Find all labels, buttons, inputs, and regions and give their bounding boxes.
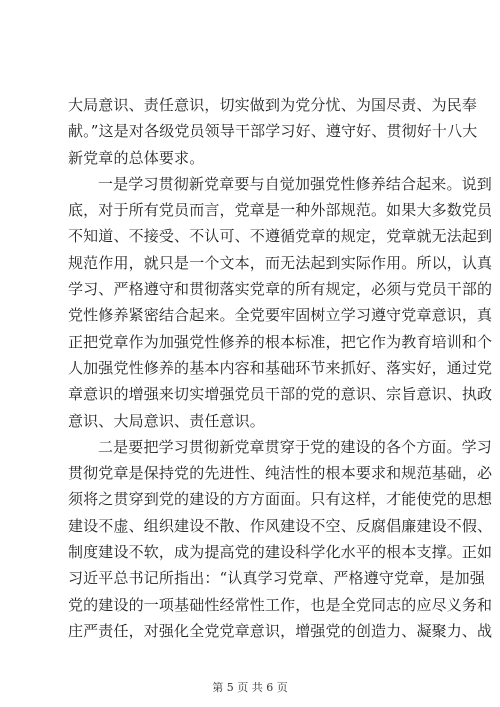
text-line: 新党章的总体要求。 xyxy=(68,148,205,167)
text-line: 一是学习贯彻新党章要与自觉加强党性修养结合起来。说到 xyxy=(98,174,492,193)
body-text xyxy=(68,92,493,644)
text-line: 大局意识、责任意识，切实做到为党分忧、为国尽责、为民奉 xyxy=(68,96,478,114)
text-line: 献。”这是对各级党员领导干部学习好、遵守好、贯彻好十八大 xyxy=(68,122,478,141)
text-line: 二是要把学习贯彻新党章贯穿于党的建设的各个方面。学习 xyxy=(98,437,492,456)
page-footer xyxy=(0,679,500,695)
text-line: 庄严责任，对强化全党党章意识，增强党的创造力、凝聚力、战 xyxy=(68,621,493,640)
text-line: 贯彻党章是保持党的先进性、纯洁性的根本要求和规范基础，必 xyxy=(68,464,493,483)
text-line: 意识、大局意识、责任意识。 xyxy=(68,411,265,430)
text-line: 学习、严格遵守和贯彻落实党章的所有规定，必须与党员干部的 xyxy=(68,280,493,299)
text-line: 不知道、不接受、不认可、不遵循党章的规定，党章就无法起到 xyxy=(68,227,493,246)
text-line: 党的建设的一项基础性经常性工作，也是全党同志的应尽义务和 xyxy=(68,595,493,614)
paragraph-2 xyxy=(68,171,493,434)
text-line: 制度建设不软，成为提高党的建设科学化水平的根本支撑。正如 xyxy=(68,543,493,562)
text-line: 章意识的增强来切实增强党员干部的党的意识、宗旨意识、执政 xyxy=(68,385,493,404)
paragraph-1 xyxy=(68,92,478,171)
text-line: 规范作用，就只是一个文本，而无法起到实际作用。所以，认真 xyxy=(68,253,493,272)
text-line: 底，对于所有党员而言，党章是一种外部规范。如果大多数党员 xyxy=(68,201,493,220)
text-line: 党性修养紧密结合起来。全党要牢固树立学习遵守党章意识，真 xyxy=(68,306,493,325)
text-line: 人加强党性修养的基本内容和基础环节来抓好、落实好，通过党 xyxy=(68,358,493,377)
page-number-label: 第 5 页 共 6 页 xyxy=(212,681,288,694)
paragraph-3 xyxy=(68,434,493,644)
text-line: 习近平总书记所指出：“认真学习党章、严格遵守党章，是加强 xyxy=(68,569,485,588)
text-line: 建设不虚、组织建设不散、作风建设不空、反腐倡廉建设不假、 xyxy=(68,516,493,535)
text-line: 须将之贯穿到党的建设的方方面面。只有这样，才能使党的思想 xyxy=(68,490,493,509)
text-line: 正把党章作为加强党性修养的根本标准，把它作为教育培训和个 xyxy=(68,332,493,351)
